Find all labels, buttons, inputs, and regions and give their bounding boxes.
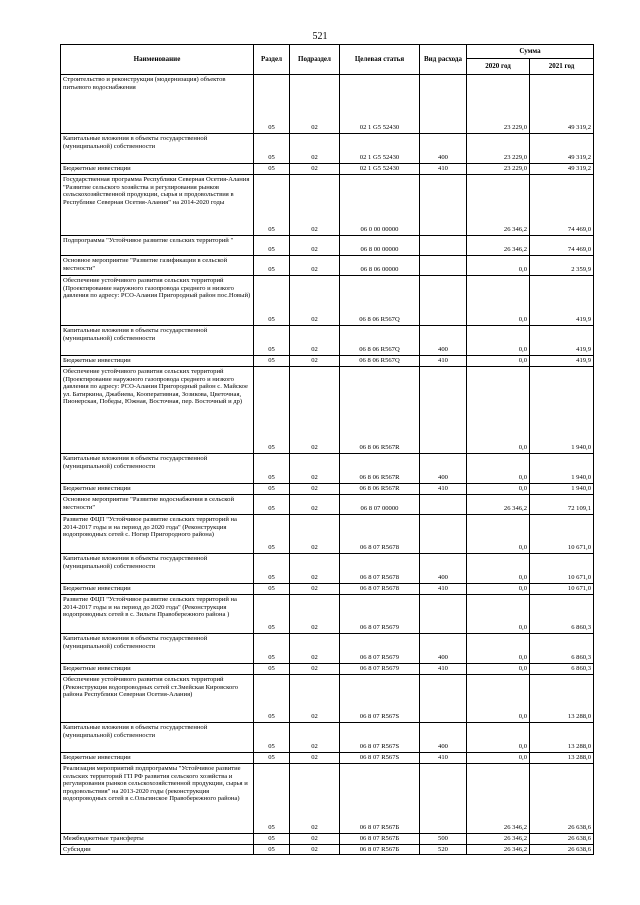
row-target: 06 8 07 R567S [340,675,420,723]
row-sum-2020: 26 346,2 [467,764,530,834]
row-subsection: 02 [290,634,340,664]
row-sum-2021: 13 288,0 [530,675,594,723]
row-sum-2020: 0,0 [467,584,530,595]
row-section: 05 [254,753,290,764]
row-section: 05 [254,175,290,236]
row-name: Обеспечение устойчивого развития сельских территорий (Проектирование наружного газопровода среднего и низкого давления по адресу: РСО-Алания Пригородный район пос.Новый) [61,276,254,326]
row-expense-type: 400 [420,454,467,484]
row-sum-2020: 0,0 [467,664,530,675]
row-sum-2020: 0,0 [467,723,530,753]
row-sum-2021: 10 671,0 [530,554,594,584]
row-name: Развитие ФЦП "Устойчивое развитие сельских территорий на 2014-2017 годы и на период до 2020 года" (Реконструкция водопроводных сетей с. Ногир Пригородного района) [61,515,254,554]
row-section: 05 [254,276,290,326]
row-sum-2021: 49 319,2 [530,164,594,175]
row-sum-2020: 0,0 [467,675,530,723]
row-name: Капитальные вложения в объекты государственной (муниципальной) собственности [61,326,254,356]
table-row [61,634,594,664]
row-expense-type: 410 [420,484,467,495]
table-row [61,764,594,834]
row-name: Капитальные вложения в объекты государственной (муниципальной) собственности [61,634,254,664]
row-target: 06 8 06 R567R [340,367,420,454]
row-target: 06 8 07 R567Б [340,844,420,855]
row-subsection: 02 [290,554,340,584]
row-expense-type [420,276,467,326]
row-name: Подпрограмма "Устойчивое развитие сельских территорий " [61,236,254,256]
row-name: Капитальные вложения в объекты государственной (муниципальной) собственности [61,554,254,584]
row-name: Капитальные вложения в объекты государственной (муниципальной) собственности [61,454,254,484]
row-expense-type: 500 [420,834,467,845]
row-section: 05 [254,495,290,515]
row-subsection: 02 [290,134,340,164]
row-sum-2021: 72 109,1 [530,495,594,515]
table-row [61,595,594,634]
row-section: 05 [254,515,290,554]
row-subsection: 02 [290,664,340,675]
row-expense-type [420,367,467,454]
row-sum-2021: 419,9 [530,356,594,367]
row-sum-2021: 10 671,0 [530,515,594,554]
row-section: 05 [254,595,290,634]
row-sum-2021: 74 469,0 [530,175,594,236]
header-target: Целевая статья [340,45,420,75]
row-expense-type: 410 [420,753,467,764]
row-expense-type: 400 [420,554,467,584]
row-section: 05 [254,664,290,675]
row-sum-2020: 26 346,2 [467,834,530,845]
row-sum-2020: 23 229,0 [467,134,530,164]
row-target: 06 8 07 R567Б [340,764,420,834]
row-subsection: 02 [290,584,340,595]
header-expense-type: Вид расхода [420,45,467,75]
row-name: Субсидии [61,844,254,855]
budget-table [60,44,594,855]
row-subsection: 02 [290,326,340,356]
row-name: Бюджетные инвестиции [61,356,254,367]
table-row [61,554,594,584]
row-target: 06 8 07 R567S [340,723,420,753]
row-sum-2021: 10 671,0 [530,584,594,595]
row-subsection: 02 [290,834,340,845]
row-sum-2020: 0,0 [467,554,530,584]
row-expense-type [420,495,467,515]
row-section: 05 [254,134,290,164]
row-expense-type: 400 [420,134,467,164]
table-row [61,495,594,515]
header-subsection: Подраздел [290,45,340,75]
row-sum-2021: 13 288,0 [530,753,594,764]
row-sum-2021: 6 860,3 [530,664,594,675]
row-sum-2021: 1 940,0 [530,454,594,484]
row-target: 06 8 00 00000 [340,236,420,256]
table-row [61,584,594,595]
row-target: 06 8 07 R5679 [340,634,420,664]
row-sum-2020: 0,0 [467,256,530,276]
row-target: 06 8 07 R567Б [340,834,420,845]
row-section: 05 [254,844,290,855]
row-target: 06 8 07 R5678 [340,515,420,554]
row-target: 06 0 00 00000 [340,175,420,236]
row-sum-2020: 0,0 [467,515,530,554]
row-section: 05 [254,454,290,484]
row-sum-2020: 0,0 [467,326,530,356]
table-row [61,454,594,484]
table-row [61,753,594,764]
row-sum-2020: 26 346,2 [467,844,530,855]
row-name: Государственная программа Республики Северная Осетия-Алания "Развитие сельского хозяйства и регулирования рынков сельскохозяйственной продукции, сырья и продовольствия в Республике Северная Осетия-Алания" на 2014-2020 годы [61,175,254,236]
row-target: 06 8 06 R567R [340,454,420,484]
row-sum-2021: 1 940,0 [530,367,594,454]
row-expense-type: 410 [420,664,467,675]
row-section: 05 [254,834,290,845]
table-row [61,256,594,276]
row-sum-2021: 26 638,6 [530,764,594,834]
row-expense-type: 410 [420,164,467,175]
row-target: 06 8 06 00000 [340,256,420,276]
row-name: Бюджетные инвестиции [61,664,254,675]
row-sum-2021: 49 319,2 [530,75,594,134]
row-target: 06 8 07 R5678 [340,554,420,584]
table-row [61,276,594,326]
row-subsection: 02 [290,675,340,723]
row-section: 05 [254,484,290,495]
row-subsection: 02 [290,753,340,764]
row-sum-2020: 0,0 [467,595,530,634]
row-subsection: 02 [290,844,340,855]
table-row [61,675,594,723]
row-expense-type [420,256,467,276]
row-section: 05 [254,634,290,664]
row-subsection: 02 [290,495,340,515]
row-sum-2020: 26 346,2 [467,175,530,236]
row-expense-type: 400 [420,326,467,356]
row-target: 02 1 G5 52430 [340,134,420,164]
row-expense-type: 400 [420,634,467,664]
row-name: Бюджетные инвестиции [61,584,254,595]
row-target: 06 8 06 R567R [340,484,420,495]
row-expense-type [420,515,467,554]
row-sum-2020: 0,0 [467,634,530,664]
row-subsection: 02 [290,515,340,554]
row-target: 06 8 07 00000 [340,495,420,515]
row-sum-2020: 26 346,2 [467,495,530,515]
page-number: 521 [312,31,328,42]
row-expense-type [420,236,467,256]
row-section: 05 [254,164,290,175]
row-sum-2021: 6 860,3 [530,595,594,634]
row-name: Развитие ФЦП "Устойчивое развитие сельских территорий на 2014-2017 годы и на период до 2020 года" (Реконструкция водопроводных сетей в с. Зильги Правобережного района ) [61,595,254,634]
table-row [61,367,594,454]
row-name: Основное мероприятие "Развитие водоснабжения в сельской местности" [61,495,254,515]
row-expense-type: 410 [420,356,467,367]
row-expense-type: 520 [420,844,467,855]
row-sum-2021: 26 638,6 [530,844,594,855]
row-sum-2020: 0,0 [467,753,530,764]
row-name: Основное мероприятие "Развитие газификации в сельской местности" [61,256,254,276]
table-row [61,515,594,554]
row-expense-type [420,595,467,634]
table-row [61,236,594,256]
table-row [61,723,594,753]
row-subsection: 02 [290,723,340,753]
row-section: 05 [254,675,290,723]
row-section: 05 [254,75,290,134]
row-section: 05 [254,584,290,595]
row-subsection: 02 [290,276,340,326]
row-target: 06 8 06 R567Q [340,356,420,367]
row-subsection: 02 [290,454,340,484]
row-sum-2021: 2 359,9 [530,256,594,276]
row-subsection: 02 [290,256,340,276]
table-row [61,834,594,845]
row-expense-type [420,175,467,236]
row-subsection: 02 [290,236,340,256]
row-subsection: 02 [290,164,340,175]
row-expense-type [420,764,467,834]
row-sum-2021: 26 638,6 [530,834,594,845]
row-sum-2020: 0,0 [467,484,530,495]
row-sum-2020: 0,0 [467,276,530,326]
row-target: 06 8 07 R5678 [340,584,420,595]
row-target: 06 8 07 R567S [340,753,420,764]
row-target: 06 8 06 R567Q [340,276,420,326]
row-sum-2021: 74 469,0 [530,236,594,256]
row-section: 05 [254,256,290,276]
row-sum-2021: 419,9 [530,326,594,356]
row-target: 02 1 G5 52430 [340,164,420,175]
row-name: Капитальные вложения в объекты государственной (муниципальной) собственности [61,723,254,753]
table-row [61,326,594,356]
row-sum-2021: 13 288,0 [530,723,594,753]
row-expense-type [420,675,467,723]
row-sum-2021: 1 940,0 [530,484,594,495]
table-row [61,134,594,164]
table-row [61,175,594,236]
row-sum-2020: 0,0 [467,356,530,367]
row-target: 06 8 07 R5679 [340,664,420,675]
row-section: 05 [254,326,290,356]
row-name: Обеспечение устойчивого развития сельских территорий (Реконструкция водопроводных сетей ст.Змейская Кировского района Республики Северная Осетия-Алания) [61,675,254,723]
row-section: 05 [254,554,290,584]
row-sum-2020: 26 346,2 [467,236,530,256]
row-name: Капитальные вложения в объекты государственной (муниципальной) собственности [61,134,254,164]
row-expense-type: 400 [420,723,467,753]
row-sum-2020: 0,0 [467,454,530,484]
row-name: Бюджетные инвестиции [61,164,254,175]
row-subsection: 02 [290,175,340,236]
row-sum-2021: 49 319,2 [530,134,594,164]
header-2020: 2020 год [467,59,530,75]
table-row [61,484,594,495]
row-subsection: 02 [290,356,340,367]
row-section: 05 [254,723,290,753]
row-sum-2020: 23 229,0 [467,164,530,175]
header-2021: 2021 год [530,59,594,75]
header-section: Раздел [254,45,290,75]
table-row [61,75,594,134]
row-target: 06 8 06 R567Q [340,326,420,356]
row-sum-2020: 0,0 [467,367,530,454]
row-subsection: 02 [290,75,340,134]
row-subsection: 02 [290,764,340,834]
row-name: Строительство и реконструкция (модернизация) объектов питьевого водоснабжения [61,75,254,134]
header-sum: Сумма [467,45,594,59]
row-name: Реализация мероприятий подпрограммы "Устойчивое развитие сельских территорий ГП РФ развития сельского хозяйства и регулирования рынков сельскохозяйственной продукции, сырья и продовольствия" на 2013-2020 годы (реконструкция водопроводных сетей в с.Ольгинское Правобережного района) [61,764,254,834]
row-name: Межбюджетные трансферты [61,834,254,845]
row-sum-2020: 23 229,0 [467,75,530,134]
table-row [61,164,594,175]
row-sum-2021: 6 860,3 [530,634,594,664]
row-sum-2021: 419,9 [530,276,594,326]
row-target: 02 1 G5 52430 [340,75,420,134]
table-row [61,356,594,367]
row-target: 06 8 07 R5679 [340,595,420,634]
row-section: 05 [254,764,290,834]
row-name: Бюджетные инвестиции [61,484,254,495]
row-subsection: 02 [290,367,340,454]
row-section: 05 [254,236,290,256]
table-row [61,664,594,675]
row-name: Обеспечение устойчивого развития сельских территорий (Проектирование наружного газопровода среднего и низкого давления по адресу: РСО-Алания Пригородный район с. Майское ул. Батиркина, Джабиева, Кооперативная, Зозикова, Цветочная, Пионерская, Победы, Южная, Восточная, пер. Восточный и др) [61,367,254,454]
table-body [61,75,594,855]
row-subsection: 02 [290,484,340,495]
row-section: 05 [254,356,290,367]
row-expense-type: 410 [420,584,467,595]
row-subsection: 02 [290,595,340,634]
row-name: Бюджетные инвестиции [61,753,254,764]
header-name: Наименование [61,45,254,75]
row-expense-type [420,75,467,134]
table-row [61,844,594,855]
row-section: 05 [254,367,290,454]
